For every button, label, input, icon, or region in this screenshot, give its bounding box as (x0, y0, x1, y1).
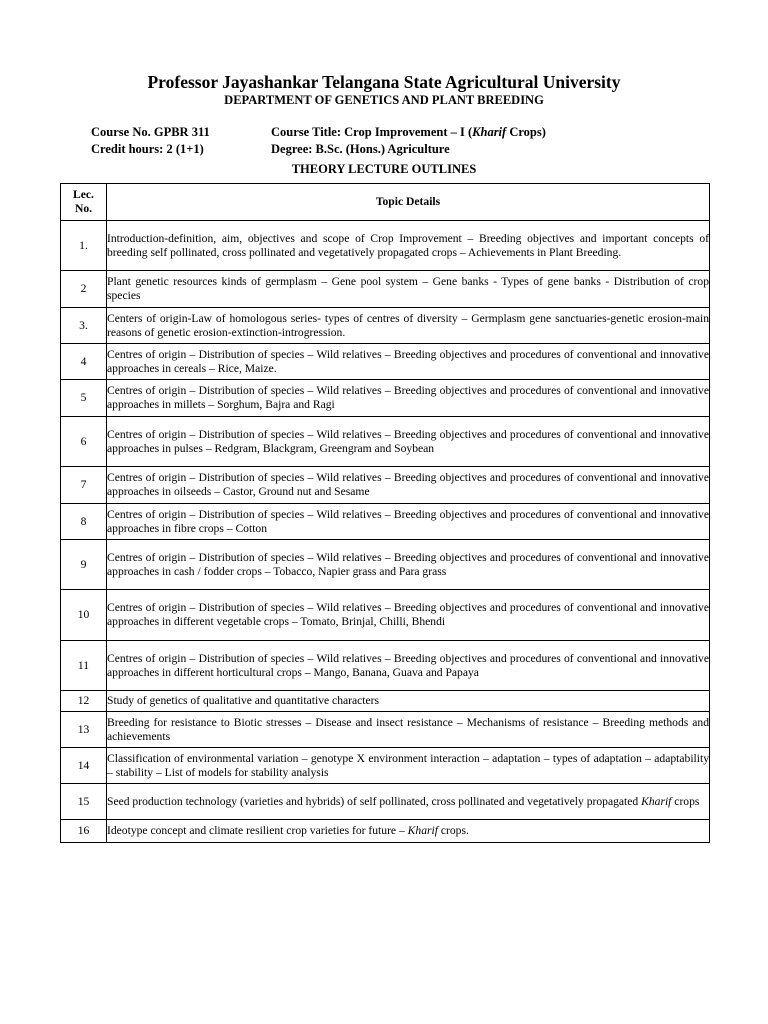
topic-details (107, 820, 710, 843)
topic-details (107, 691, 710, 712)
lecture-number: 14 (61, 748, 107, 784)
lecture-number: 4 (61, 344, 107, 380)
topic-text: Centres of origin – Distribution of species – Wild relatives – Breeding objectives and procedures of conventional and innovative approaches in fibre crops – Cotton (107, 507, 709, 535)
lec-header-line2: No. (74, 202, 93, 215)
table-row (61, 820, 710, 843)
topic-text: Centres of origin – Distribution of species – Wild relatives – Breeding objectives and procedures of conventional and innovative approaches in pulses – Redgram, Blackgram, Greengram and Soybean (107, 427, 709, 455)
topic-text: Plant genetic resources kinds of germplasm – Gene pool system – Gene banks - Types of gene banks - Distribution of crop species (107, 275, 709, 302)
topic-details (107, 590, 710, 641)
table-row (61, 344, 710, 380)
topic-text: Seed production technology (varieties and hybrids) of self pollinated, cross pollinated and vegetatively propagated (107, 794, 642, 808)
lecture-number: 2 (61, 271, 107, 308)
department-name: DEPARTMENT OF GENETICS AND PLANT BREEDING (224, 93, 544, 107)
topic-details (107, 380, 710, 417)
course-title-italic: Kharif (472, 125, 507, 139)
lec-header-line1: Lec. (73, 188, 94, 201)
topic-text-suffix: crops (671, 794, 700, 808)
topic-text: Classification of environmental variation – genotype X environment interaction – adaptation – types of adaptation – adaptability – stability – List of models for stability analysis (107, 751, 709, 779)
table-row (61, 590, 710, 641)
topic-text: Breeding for resistance to Biotic stresses – Disease and insect resistance – Mechanisms of resistance – Breeding methods and achievements (107, 715, 709, 743)
topic-details (107, 748, 710, 784)
lecture-number: 3. (61, 308, 107, 344)
topic-text: Centres of origin – Distribution of species – Wild relatives – Breeding objectives and procedures of conventional and innovative approaches in cash / fodder crops – Tobacco, Napier grass and Para grass (107, 550, 709, 578)
topic-text: Centres of origin – Distribution of species – Wild relatives – Breeding objectives and procedures of conventional and innovative approaches in oilseeds – Castor, Ground nut and Sesame (107, 471, 709, 498)
lecture-number: 11 (61, 641, 107, 691)
topic-details (107, 344, 710, 380)
table-row (61, 540, 710, 590)
topic-italic-text: Kharif (407, 824, 438, 837)
table-row (61, 641, 710, 691)
topic-header: Topic Details (107, 184, 710, 221)
topic-details (107, 641, 710, 691)
table-row (61, 308, 710, 344)
topic-details (107, 417, 710, 467)
lecture-number: 5 (61, 380, 107, 417)
lecture-number: 1. (61, 221, 107, 271)
topic-text: Study of genetics of qualitative and quantitative characters (107, 694, 380, 707)
table-row (61, 221, 710, 271)
lecture-number: 8 (61, 504, 107, 540)
table-row (61, 271, 710, 308)
credit-hours: Credit hours: 2 (1+1) (91, 142, 204, 156)
topic-text: Centers of origin-Law of homologous series- types of centres of diversity – Germplasm gene sanctuaries-genetic erosion-main reasons of genetic erosion-extinction-introgression. (107, 311, 709, 339)
outline-title: THEORY LECTURE OUTLINES (291, 162, 477, 176)
table-row (61, 748, 710, 784)
topic-text: Introduction-definition, aim, objectives and scope of Crop Improvement – Breeding objectives and important concepts of breeding self pollinated, cross pollinated and vegetatively propagated crops – Achievements in Plant Breeding. (107, 231, 709, 259)
lecture-number: 6 (61, 417, 107, 467)
topic-details (107, 221, 710, 271)
lecture-number: 15 (61, 784, 107, 820)
table-row (61, 467, 710, 504)
table-row (61, 417, 710, 467)
course-title-prefix: Course Title: Crop Improvement – I ( (271, 125, 473, 139)
degree: Degree: B.Sc. (Hons.) Agriculture (271, 142, 450, 156)
lec-no-header (61, 184, 107, 221)
topic-details (107, 784, 710, 820)
topic-details (107, 504, 710, 540)
university-name: Professor Jayashankar Telangana State Agricultural University (147, 72, 621, 92)
course-title-suffix: Crops) (506, 125, 546, 139)
lecture-number: 9 (61, 540, 107, 590)
topic-text: Centres of origin – Distribution of species – Wild relatives – Breeding objectives and procedures of conventional and innovative approaches in cereals – Rice, Maize. (107, 347, 709, 375)
topic-details (107, 271, 710, 308)
topic-text: Ideotype concept and climate resilient crop varieties for future – (107, 824, 408, 837)
lecture-number: 7 (61, 467, 107, 504)
topic-details (107, 308, 710, 344)
topic-text: Centres of origin – Distribution of species – Wild relatives – Breeding objectives and procedures of conventional and innovative approaches in millets – Sorghum, Bajra and Ragi (107, 384, 709, 411)
table-row (61, 504, 710, 540)
topic-text: Centres of origin – Distribution of species – Wild relatives – Breeding objectives and procedures of conventional and innovative approaches in different vegetable crops – Tomato, Brinjal, Chilli, Bhendi (107, 601, 709, 628)
lecture-number: 10 (61, 590, 107, 641)
topic-details (107, 712, 710, 748)
lecture-number: 12 (61, 691, 107, 712)
lecture-number: 16 (61, 820, 107, 843)
topic-text-suffix: crops. (437, 824, 469, 837)
topic-details (107, 540, 710, 590)
table-row (61, 784, 710, 820)
lecture-number: 13 (61, 712, 107, 748)
lecture-outline-table (60, 183, 710, 843)
table-header-row (61, 184, 710, 221)
topic-text: Centres of origin – Distribution of species – Wild relatives – Breeding objectives and procedures of conventional and innovative approaches in different horticultural crops – Mango, Banana, Guava and Papaya (107, 651, 709, 679)
table-row (61, 691, 710, 712)
course-number: Course No. GPBR 311 (91, 125, 210, 139)
topic-italic-text: Kharif (641, 794, 672, 808)
table-row (61, 380, 710, 417)
table-row (61, 712, 710, 748)
course-title (271, 125, 546, 140)
topic-details (107, 467, 710, 504)
